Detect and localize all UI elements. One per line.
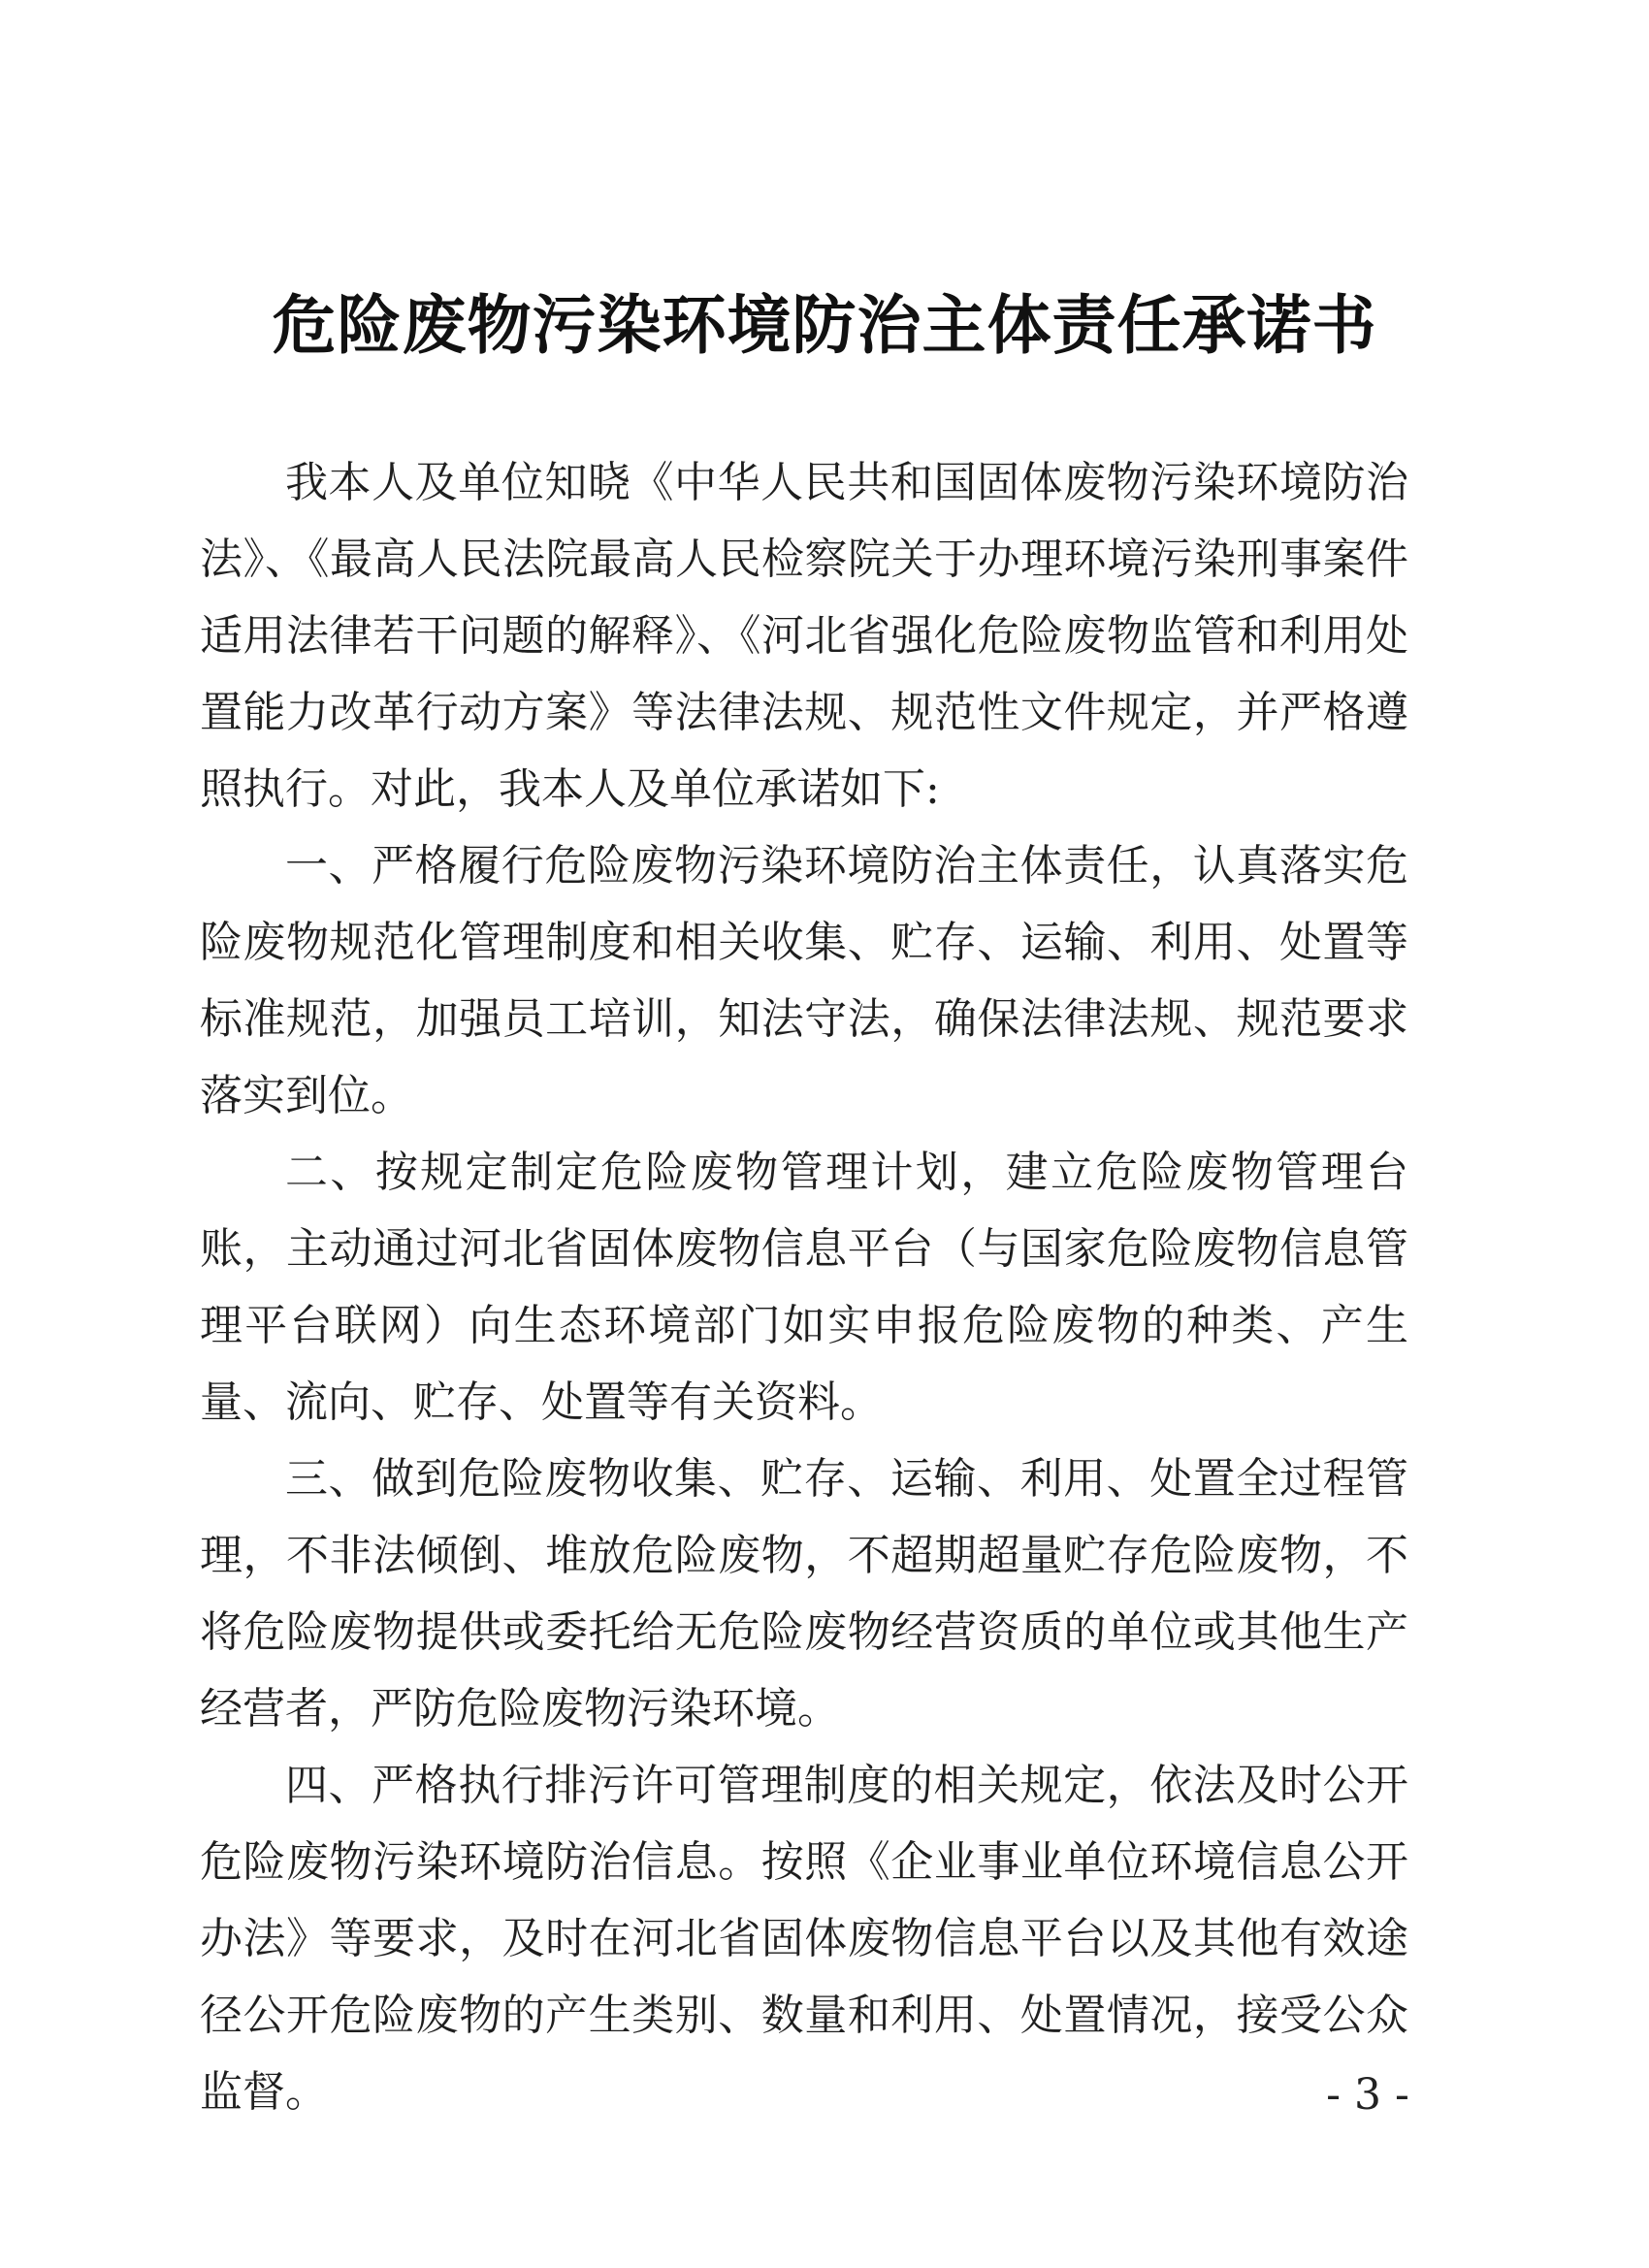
paragraph-commitment-1: 一、严格履行危险废物污染环境防治主体责任，认真落实危险废物规范化管理制度和相关收集、贮存、运输、利用、处置等标准规范，加强员工培训，知法守法，确保法律法规、规范要求落实到位。 xyxy=(200,841,1408,1120)
paragraph-commitment-3: 三、做到危险废物收集、贮存、运输、利用、处置全过程管理，不非法倾倒、堆放危险废物，不超期超量贮存危险废物，不将危险废物提供或委托给无危险废物经营资质的单位或其他生产经营者，严防危险废物污染环境。 xyxy=(200,1454,1408,1733)
paragraph-commitment-2: 二、按规定制定危险废物管理计划，建立危险废物管理台账，主动通过河北省固体废物信息平台（与国家危险废物信息管理平台联网）向生态环境部门如实申报危险废物的种类、产生量、流向、贮存、处置等有关资料。 xyxy=(200,1148,1408,1427)
paragraph-commitment-4: 四、严格执行排污许可管理制度的相关规定，依法及时公开危险废物污染环境防治信息。按照《企业事业单位环境信息公开办法》等要求，及时在河北省固体废物信息平台以及其他有效途径公开危险废物的产生类别、数量和利用、处置情况，接受公众监督。 xyxy=(200,1761,1408,2117)
document-body xyxy=(200,444,1408,2130)
paragraph-intro: 我本人及单位知晓《中华人民共和国固体废物污染环境防治法》、《最高人民法院最高人民检察院关于办理环境污染刑事案件适用法律若干问题的解释》、《河北省强化危险废物监管和利用处置能力改革行动方案》等法律法规、规范性文件规定，并严格遵照执行。对此，我本人及单位承诺如下: xyxy=(200,458,1408,814)
document-title: 危险废物污染环境防治主体责任承诺书 xyxy=(272,287,1377,363)
page-number: - 3 - xyxy=(1326,2070,1409,2120)
